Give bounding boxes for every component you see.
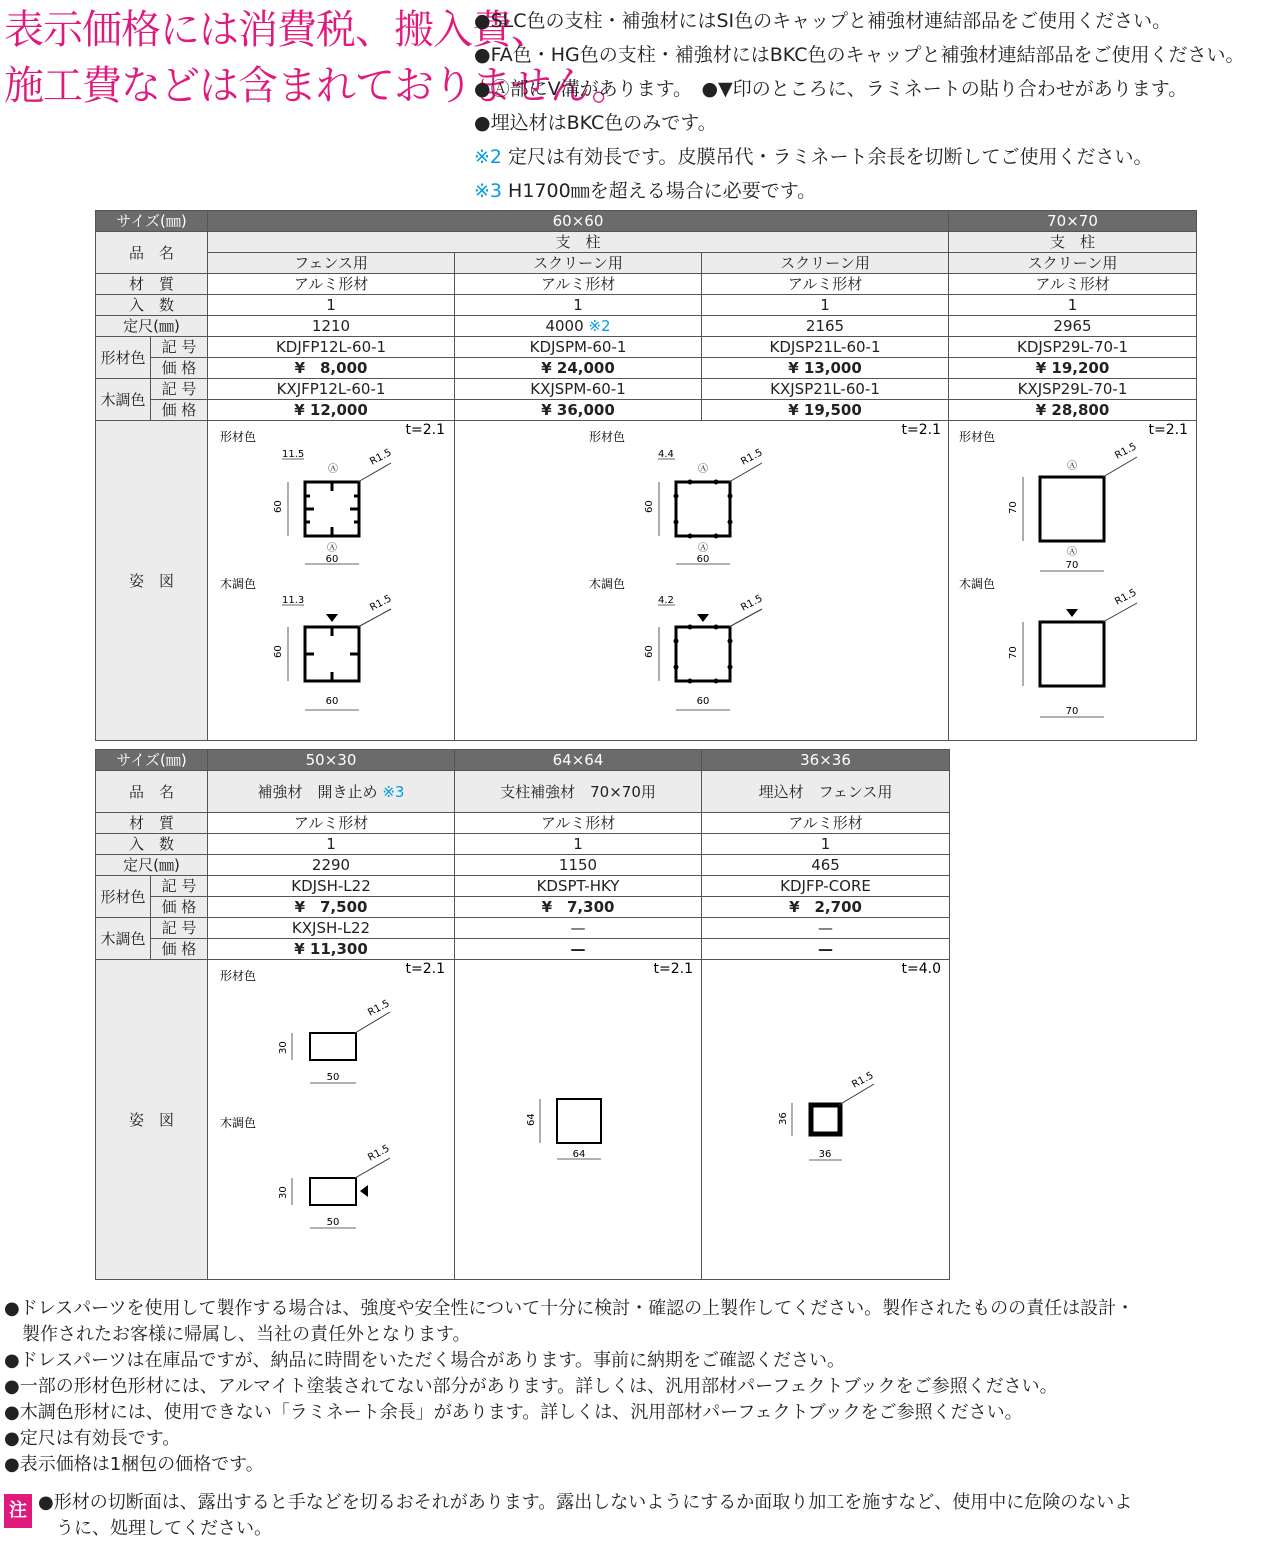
dim-width: 60 [325,696,339,707]
dim-height: 70 [1008,646,1020,659]
katazai-caption: 形材色 [220,969,257,983]
length: 1210 [208,316,455,337]
v-groove-mark: Ⓐ [1067,461,1078,472]
katazai-caption: 形材色 [220,430,257,444]
mokucho-caption: 木調色 [959,577,996,591]
mokucho-caption: 木調色 [220,1116,257,1130]
length: 465 [702,855,950,876]
code: KXJSP29L-70-1 [949,379,1197,400]
mokucho-caption: 木調色 [589,577,626,591]
price: ¥ 12,000 [208,400,455,421]
note-item: ●FA色・HG色の支柱・補強材にはBKC色のキャップと補強材連結部品をご使用ください。 [474,44,1245,66]
dim-height: 60 [644,500,656,513]
v-groove-mark: Ⓐ [1067,547,1078,558]
size-60: 60×60 [208,211,949,232]
note-item: 製作されたお客様に帰属し、当社の責任外となります。 [4,1324,471,1345]
footnote-text: H1700㎜を超える場合に必要です。 [502,180,817,202]
length: 2965 [949,316,1197,337]
v-groove-mark: Ⓐ [698,543,709,554]
footnote-mark: ※3 [474,180,503,202]
price: ¥ 19,200 [949,358,1197,379]
length-value: 4000 [545,317,584,335]
price: ¥ 8,000 [208,358,455,379]
spec-table-reinforcements [95,749,950,1280]
material: アルミ形材 [702,274,949,295]
length: 2290 [208,855,455,876]
dim-height: 60 [273,645,285,658]
material: アルミ形材 [455,274,702,295]
code: KDJSH-L22 [208,876,455,897]
thickness-label: t=2.1 [405,422,446,438]
thickness-label: t=2.1 [653,961,694,977]
dim-4-4: 4.4 [658,449,674,460]
profile-diagram-36x36 [702,960,949,1279]
radius-label: R1.5 [368,447,394,468]
dim-width: 70 [1065,706,1079,717]
figure-cell [208,421,455,741]
note-item: ●SLC色の支柱・補強材にはSI色のキャップと補強材連結部品をご使用ください。 [474,10,1172,32]
caution-text [38,1490,1132,1542]
price: ¥ 19,500 [702,400,949,421]
note-item: ●埋込材はBKC色のみです。 [474,112,717,134]
price: — [455,939,702,960]
qty: 1 [455,834,702,855]
note-item: ●定尺は有効長です。 [4,1428,181,1449]
size: 64×64 [455,750,702,771]
figure-label: 姿 図 [96,960,208,1280]
name-label: 品 名 [96,232,208,274]
figure-cell [949,421,1197,741]
caution-badge: 注 [4,1494,32,1528]
headline-line-2: 施工費などは含まれておりません。 [4,63,631,109]
figure-cell [208,960,455,1280]
dim-height: 60 [273,500,285,513]
dim-width: 70 [1065,560,1079,571]
length: 2165 [702,316,949,337]
footnote-mark: ※2 [474,146,503,168]
code: KXJFP12L-60-1 [208,379,455,400]
note-item: ●一部の形材色形材には、アルマイト塗装されてない部分があります。詳しくは、汎用部材パーフェクトブックをご参照ください。 [4,1376,1058,1397]
katazai-caption: 形材色 [589,430,626,444]
profile-diagram-screen-70 [949,421,1196,740]
code: KDJSP29L-70-1 [949,337,1197,358]
thickness-label: t=2.1 [1148,422,1189,438]
name-mark: ※3 [382,782,405,801]
price: ¥ 24,000 [455,358,702,379]
material: アルミ形材 [455,813,702,834]
product-name-text: 補強材 開き止め [257,782,378,801]
code: KDJSPM-60-1 [455,337,702,358]
price-label: 価 格 [151,939,208,960]
v-groove-mark: Ⓐ [327,543,338,554]
profile-diagram-64x64 [455,960,701,1279]
top-notes [474,4,1245,208]
headline-line-1: 表示価格には消費税、搬入費、 [4,7,550,53]
note-item: ●ドレスパーツは在庫品ですが、納品に時間をいただく場合があります。事前に納期をご確認ください。 [4,1350,846,1371]
code: KXJSP21L-60-1 [702,379,949,400]
length-label: 定尺(㎜) [96,855,208,876]
price: ¥ 11,300 [208,939,455,960]
name-group: 支 柱 [208,232,949,253]
code-label: 記 号 [151,379,208,400]
price: ¥ 7,300 [455,897,702,918]
size-label: サイズ(㎜) [96,750,208,771]
material: アルミ形材 [208,274,455,295]
profile-diagram-50x30 [208,960,454,1279]
figure-label: 姿 図 [96,421,208,741]
subname: スクリーン用 [949,253,1197,274]
figure-cell [455,960,702,1280]
spec-table-posts [95,210,1197,741]
size-70: 70×70 [949,211,1197,232]
dim-height: 30 [278,1041,290,1054]
code: KXJSPM-60-1 [455,379,702,400]
qty: 1 [702,295,949,316]
qty: 1 [208,295,455,316]
size-label: サイズ(㎜) [96,211,208,232]
qty: 1 [455,295,702,316]
material-label: 材 質 [96,813,208,834]
profile-diagram-fence-60 [208,421,454,740]
dim-4-2: 4.2 [658,595,674,606]
code-label: 記 号 [151,918,208,939]
radius-label: R1.5 [366,1143,392,1164]
price-label: 価 格 [151,358,208,379]
radius-label: R1.5 [739,593,765,614]
subname: スクリーン用 [702,253,949,274]
name-group: 支 柱 [949,232,1197,253]
code-label: 記 号 [151,876,208,897]
v-groove-mark: Ⓐ [698,464,709,475]
dim-height: 70 [1008,501,1020,514]
note-item: ●ドレスパーツを使用して製作する場合は、強度や安全性について十分に検討・確認の上製作してください。製作されたものの責任は設計・ [4,1298,1135,1319]
thickness-label: t=2.1 [405,961,446,977]
material: アルミ形材 [949,274,1197,295]
caution-line: うに、処理してください。 [38,1518,272,1539]
price: ¥ 28,800 [949,400,1197,421]
radius-label: R1.5 [1113,587,1139,608]
dim-height: 60 [644,645,656,658]
code: KXJSH-L22 [208,918,455,939]
material-label: 材 質 [96,274,208,295]
note-item: ●木調色形材には、使用できない「ラミネート余長」があります。詳しくは、汎用部材パーフェクトブックをご参照ください。 [4,1402,1023,1423]
dim-height: 64 [526,1113,538,1126]
dim-height: 30 [278,1186,290,1199]
radius-label: R1.5 [850,1070,876,1091]
size: 50×30 [208,750,455,771]
price: ¥ 7,500 [208,897,455,918]
dim-width: 36 [818,1149,832,1160]
code: — [702,918,950,939]
code-label: 記 号 [151,337,208,358]
code: KDJFP-CORE [702,876,950,897]
v-groove-mark: Ⓐ [328,464,339,475]
thickness-label: t=2.1 [901,422,942,438]
price: ¥ 36,000 [455,400,702,421]
dim-width: 50 [326,1072,340,1083]
mokucho-label: 木調色 [96,379,151,421]
product-name: 埋込材 フェンス用 [702,771,950,813]
code: KDSPT-HKY [455,876,702,897]
figure-cell [702,960,950,1280]
radius-label: R1.5 [368,593,394,614]
profile-diagram-screen-60 [455,421,949,740]
dim-width: 60 [696,696,710,707]
qty: 1 [702,834,950,855]
katazai-label: 形材色 [96,337,151,379]
price: ¥ 2,700 [702,897,950,918]
bottom-notes [4,1296,1134,1478]
price-label: 価 格 [151,400,208,421]
radius-label: R1.5 [1113,441,1139,462]
caution-line: ●形材の切断面は、露出すると手などを切るおそれがあります。露出しないようにするか面取り加工を施すなど、使用中に危険のないよ [38,1492,1133,1513]
price: — [702,939,950,960]
qty-label: 入 数 [96,834,208,855]
dim-width: 64 [572,1149,586,1160]
product-name: 支柱補強材 70×70用 [455,771,702,813]
dim-width: 60 [325,554,339,565]
code: — [455,918,702,939]
qty: 1 [208,834,455,855]
price-label: 価 格 [151,897,208,918]
code: KDJSP21L-60-1 [702,337,949,358]
subname: フェンス用 [208,253,455,274]
material: アルミ形材 [702,813,950,834]
note-item: ●表示価格は1梱包の価格です。 [4,1454,264,1475]
qty: 1 [949,295,1197,316]
footnote [474,174,1245,208]
material: アルミ形材 [208,813,455,834]
thickness-label: t=4.0 [901,961,942,977]
dim-height: 36 [778,1112,790,1125]
katazai-caption: 形材色 [959,430,996,444]
dim-width: 60 [696,554,710,565]
footnote-text: 定尺は有効長です。皮膜吊代・ラミネート余長を切断してご使用ください。 [502,146,1153,168]
length-mark: ※2 [588,317,611,335]
figure-cell [455,421,949,741]
mokucho-label: 木調色 [96,918,151,960]
subname: スクリーン用 [455,253,702,274]
radius-label: R1.5 [366,998,392,1019]
katazai-label: 形材色 [96,876,151,918]
length [455,316,702,337]
size: 36×36 [702,750,950,771]
radius-label: R1.5 [739,447,765,468]
footnote [474,140,1245,174]
dim-11-3: 11.3 [282,595,305,606]
price: ¥ 13,000 [702,358,949,379]
code: KDJFP12L-60-1 [208,337,455,358]
length: 1150 [455,855,702,876]
dim-11-5: 11.5 [282,449,305,460]
name-label: 品 名 [96,771,208,813]
mokucho-caption: 木調色 [220,577,257,591]
length-label: 定尺(㎜) [96,316,208,337]
note-item: ●Ⓐ部にV溝があります。 ●▼印のところに、ラミネートの貼り合わせがあります。 [474,78,1188,100]
dim-width: 50 [326,1217,340,1228]
product-name [208,771,455,813]
qty-label: 入 数 [96,295,208,316]
